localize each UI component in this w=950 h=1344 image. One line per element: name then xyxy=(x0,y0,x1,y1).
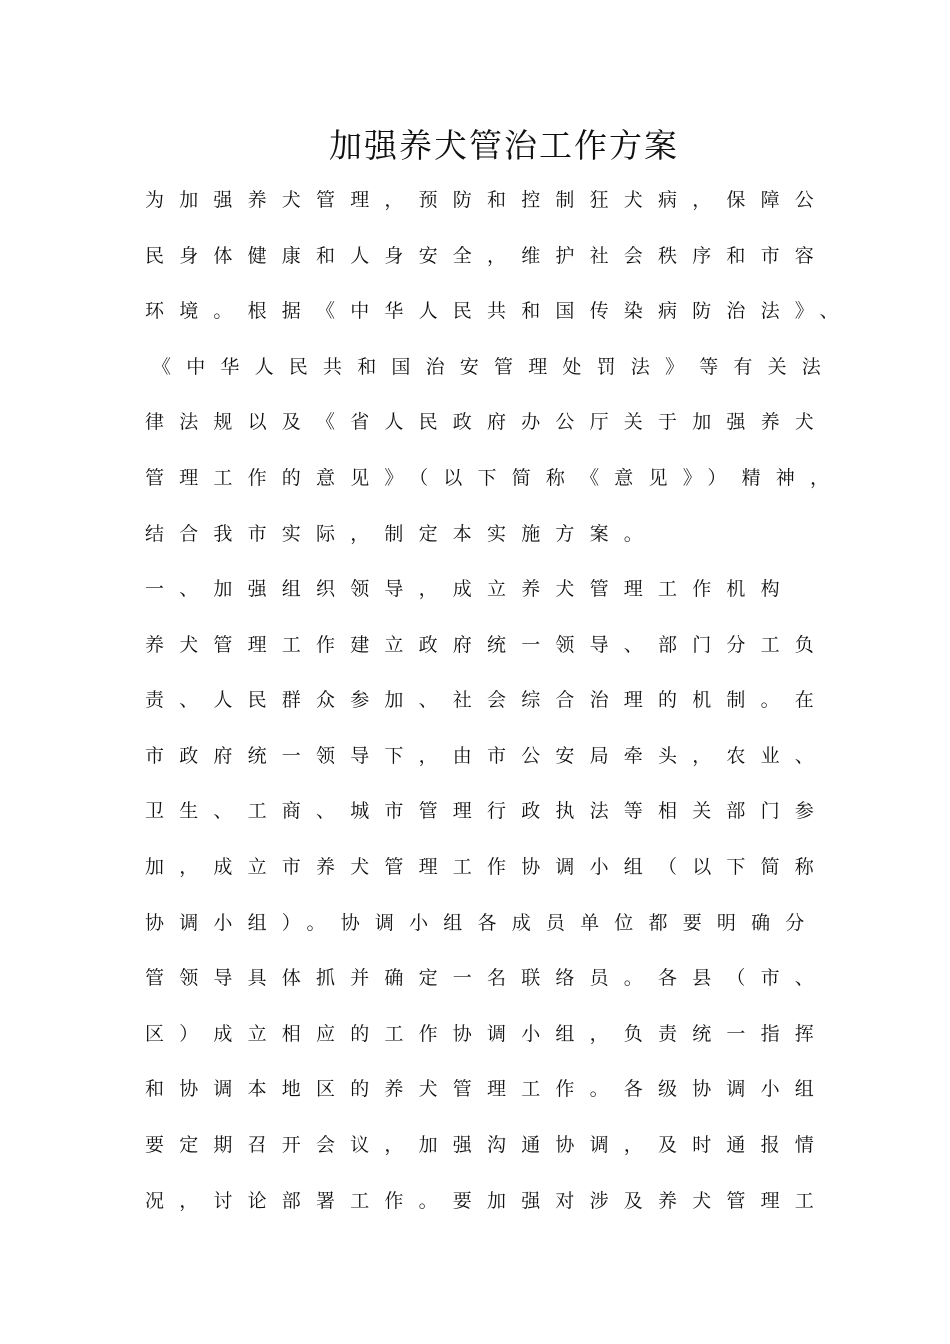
body-line-19: 况，讨论部署工作。要加强对涉及养犬管理工 xyxy=(145,1190,830,1212)
body-line-15: 管领导具体抓并确定一名联络员。各县（市、 xyxy=(145,967,830,989)
body-line-16: 区）成立相应的工作协调小组，负责统一指挥 xyxy=(145,1023,830,1045)
body-line-18: 要定期召开会议，加强沟通协调，及时通报情 xyxy=(145,1134,830,1156)
body-line-10: 责、人民群众参加、社会综合治理的机制。在 xyxy=(145,689,830,711)
body-line-9: 养犬管理工作建立政府统一领导、部门分工负 xyxy=(145,634,830,656)
section-heading-1: 一、加强组织领导，成立养犬管理工作机构 xyxy=(145,578,795,600)
body-line-7: 结合我市实际，制定本实施方案。 xyxy=(145,523,659,545)
body-line-4: 《中华人民共和国治安管理处罚法》等有关法 xyxy=(152,356,837,378)
body-line-5: 律法规以及《省人民政府办公厅关于加强养犬 xyxy=(145,411,830,433)
body-line-12: 卫生、工商、城市管理行政执法等相关部门参 xyxy=(145,800,830,822)
document-title: 加强养犬管治工作方案 xyxy=(329,126,679,165)
body-line-14: 协调小组）。协调小组各成员单位都要明确分 xyxy=(145,912,820,934)
body-line-17: 和协调本地区的养犬管理工作。各级协调小组 xyxy=(145,1078,830,1100)
body-line-6: 管理工作的意见》（以下简称《意见》）精神， xyxy=(145,467,845,489)
body-line-11: 市政府统一领导下，由市公安局牵头，农业、 xyxy=(145,745,830,767)
body-line-1: 为加强养犬管理，预防和控制狂犬病，保障公 xyxy=(145,189,830,211)
body-line-13: 加，成立市养犬管理工作协调小组（以下简称 xyxy=(145,856,830,878)
body-line-2: 民身体健康和人身安全，维护社会秩序和市容 xyxy=(145,245,830,267)
body-line-3: 环境。根据《中华人民共和国传染病防治法》、 xyxy=(145,300,854,322)
